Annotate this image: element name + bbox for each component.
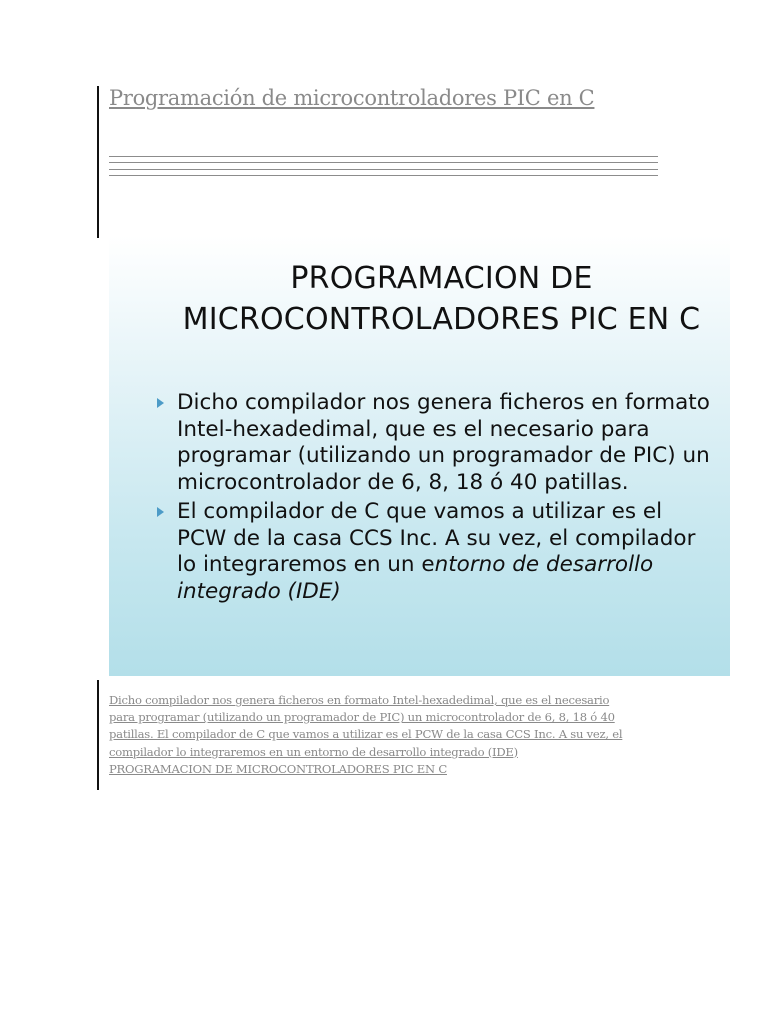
caption-link-line-5[interactable]: PROGRAMACION DE MICROCONTROLADORES PIC EN C xyxy=(109,761,447,776)
title-divider-rules xyxy=(109,156,658,181)
slide-bullet-2 xyxy=(155,499,715,605)
slide-title-line-1: PROGRAMACION DE xyxy=(290,261,593,296)
divider-line xyxy=(109,175,658,176)
slide-bullet-1-text: Dicho compilador nos genera ficheros en formato Intel-hexadedimal, que es el necesario para programar (utilizando un programador de PIC) un microcontrolador de 6, 8, 18 ó 40 patillas. xyxy=(177,390,710,495)
slide-title-line-2: MICROCONTROLADORES PIC EN C xyxy=(182,302,701,337)
slide-bullet-2-italic-text: ntorno de desarrollo integrado (IDE) xyxy=(177,552,654,604)
divider-line xyxy=(109,169,658,170)
divider-line xyxy=(109,156,658,157)
document-title-link[interactable]: Programación de microcontroladores PIC en C xyxy=(109,86,595,110)
margin-bar-top xyxy=(97,86,99,238)
divider-line xyxy=(109,162,658,163)
triangle-bullet-icon xyxy=(157,398,164,408)
caption-link-line-4[interactable]: compilador lo integraremos en un entorno de desarrollo integrado (IDE) xyxy=(109,744,518,759)
slide-bullet-1 xyxy=(155,390,715,496)
caption-link-line-2[interactable]: para programar (utilizando un programador de PIC) un microcontrolador de 6, 8, 18 ó 40 xyxy=(109,710,615,725)
caption-link-line-3[interactable]: patillas. El compilador de C que vamos a utilizar es el PCW de la casa CCS Inc. A su vez, el xyxy=(109,727,623,742)
slide-title xyxy=(109,258,730,340)
margin-bar-bottom xyxy=(97,680,99,790)
slide-bullet-2-text: El compilador de C que vamos a utilizar es el PCW de la casa CCS Inc. A su vez, el compilador lo integraremos en un e xyxy=(177,499,696,577)
slide-bullet-list xyxy=(155,390,715,608)
slide-caption xyxy=(109,692,669,778)
triangle-bullet-icon xyxy=(157,507,164,517)
slide-image xyxy=(109,236,730,676)
caption-link-line-1[interactable]: Dicho compilador nos genera ficheros en formato Intel-hexadedimal, que es el necesario xyxy=(109,693,610,707)
